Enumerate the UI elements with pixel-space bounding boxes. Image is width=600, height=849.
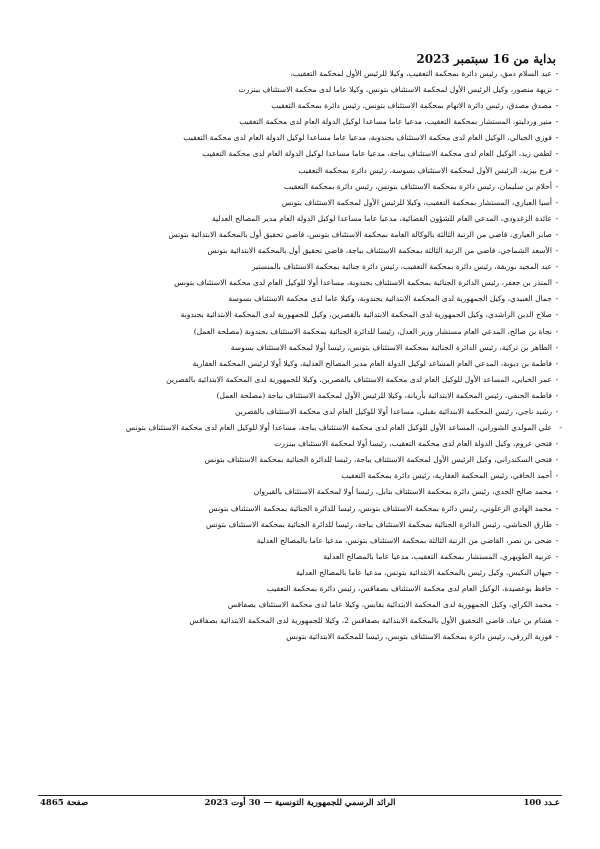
entry-text: محمد الهادي الزعلوني، رئيس دائرة بمحكمة الاستئناف بتونس، رئيسا للدائرة الجنائية بمحكمة الاستئناف بتونس [208, 503, 552, 513]
bullet-dash: - [555, 584, 559, 593]
list-item [38, 66, 562, 82]
list-item [38, 388, 562, 404]
entry-text: نجاة بن صالح، المدعي العام مستشار وزير العدل، رئيسا للدائرة الجنائية بمحكمة الاستئناف بجندوبة (مصلحة العمل) [193, 326, 552, 336]
entry-text: عبد المجيد بوريقة، رئيس دائرة بمحكمة التعقيب، رئيس دائرة جنائية بمحكمة الاستئناف بالمنستير [251, 262, 552, 272]
bullet-dash: - [555, 600, 559, 610]
list-item [38, 211, 562, 227]
list-item [38, 468, 562, 484]
list-item [38, 259, 562, 275]
entry-text: الطاهر بن تركية، رئيس الدائرة الجنائية بمحكمة الاستئناف بتونس، رئيسا أولا لمحكمة الاستئناف بسوسة [230, 342, 552, 352]
bullet-dash: - [555, 101, 559, 111]
entry-text: فاطمة الحنفي، رئيس المحكمة الابتدائية بأريانة، وكيلا للرئيس الأول لمحكمة الاستئناف بباجة (مصلحة العمل) [216, 390, 552, 400]
page-number: صفحة 4865 [40, 798, 89, 808]
list-item [38, 307, 562, 323]
entry-text: عائدة الزغدودي، المدعي العام للشؤون القضائية، مدعيا عاما مساعدا لوكيل الدولة العام مدير المصالح العدلية [211, 213, 552, 223]
entry-text: عمر الخبابي، المساعد الأول للوكيل العام لدى محكمة الاستئناف بالقصرين، وكيلا للجمهورية لدى المحكمة الابتدائية بالقصرين [166, 374, 552, 384]
list-item [38, 114, 562, 130]
bullet-dash: - [555, 632, 559, 642]
list-item [38, 291, 562, 307]
bullet-dash: - [555, 310, 559, 320]
entry-text: أحمد الحافي، رئيس المحكمة العقارية، رئيس دائرة بمحكمة التعقيب [341, 471, 552, 481]
bullet-dash: - [555, 69, 559, 78]
list-item [38, 613, 562, 629]
bullet-dash: - [555, 278, 559, 288]
list-item [38, 130, 562, 146]
bullet-dash: - [555, 374, 559, 384]
bullet-dash: - [555, 165, 559, 175]
gazette-title: الرائد الرسمي للجمهورية التونسية — 30 أوت 2023 [204, 798, 396, 808]
appointments-list [38, 66, 562, 645]
bullet-dash: - [555, 229, 559, 239]
bullet-dash: - [555, 406, 559, 416]
entry-text: محمد الكراي، وكيل الجمهورية لدى المحكمة الابتدائية بقابس، وكيلا عاما لدى محكمة الاستئناف بصفاقس [227, 600, 552, 610]
list-item [38, 629, 562, 645]
list-item [38, 517, 562, 533]
list-item [38, 581, 562, 597]
entry-text: فوزية الزرقي، رئيس دائرة بمحكمة الاستئناف بتونس، رئيسا للمحكمة الابتدائية بتونس [286, 632, 552, 642]
bullet-dash: - [555, 503, 559, 513]
list-item [38, 275, 562, 291]
entry-text: فتحي السكندراني، وكيل الرئيس الأول لمحكمة الاستئناف بباجة، رئيسا للدائرة الجنائية بمحكمة الاستئناف بتونس [204, 455, 552, 465]
entry-text: فرج بيزيد، الرئيس الأول لمحكمة الاستئناف بسوسة، رئيس دائرة بمحكمة التعقيب [298, 165, 552, 175]
bullet-dash: - [555, 616, 559, 626]
entry-text: لطفي زيد، الوكيل العام لدى محكمة الاستئناف بباجة، مدعيا عاما مساعدا لوكيل الدولة العام لدى محكمة التعقيب [202, 149, 552, 159]
list-item [38, 404, 562, 420]
bullet-dash: - [555, 390, 559, 400]
list-item [38, 420, 562, 436]
bullet-dash: - [555, 85, 559, 95]
bullet-dash: - [555, 181, 559, 191]
entry-text: منير وردليتو، المستشار بمحكمة التعقيب، مدعيا عاما مساعدا لوكيل الدولة العام لدى محكمة التعقيب [239, 117, 552, 127]
list-item [38, 243, 562, 259]
bullet-dash: - [555, 133, 559, 143]
list-item [38, 533, 562, 549]
bullet-dash: - [555, 535, 559, 545]
bullet-dash: - [555, 294, 559, 304]
list-item [38, 484, 562, 500]
bullet-dash: - [555, 455, 559, 465]
entry-text: ضحى بن نصر، القاضي من الرتبة الثالثة بمحكمة الاستئناف بتونس، مدعيا عاما بالمصالح العدلية [256, 535, 552, 545]
entry-text: الأسعد الشماخي، قاضي من الرتبة الثالثة بمحكمة الاستئناف بباجة، قاضي تحقيق أول بالمحكمة الابتدائية بتونس [207, 246, 552, 256]
list-item [38, 597, 562, 613]
section-heading: بداية من 16 سبتمبر 2023 [416, 52, 556, 66]
entry-text: صلاح الدين الراشدي، وكيل الجمهورية لدى المحكمة الابتدائية بالقصرين، وكيل للجمهورية لدى المحكمة الابتدائية بجندوبة [180, 310, 552, 320]
list-item [38, 163, 562, 179]
list-item [38, 436, 562, 452]
entry-text: جيهان النكيس، وكيل رئيس بالمحكمة الابتدائية بتونس، مدعيا عاما بالمصالح العدلية [295, 567, 552, 577]
list-item [38, 565, 562, 581]
entry-text: حافظ بوعصيدة، الوكيل العام لدى محكمة الاستئناف بصفاقس، رئيس دائرة بمحكمة التعقيب [266, 584, 552, 593]
bullet-dash: - [555, 197, 559, 207]
entry-text: محمد صالح الجدي، رئيس دائرة بمحكمة الاستئناف بنابل، رئيسا أولا لمحكمة الاستئناف بالقيروان [253, 487, 552, 497]
list-item [38, 82, 562, 98]
list-item [38, 501, 562, 517]
list-item [38, 195, 562, 211]
entry-text: رشيد ناجي، رئيس المحكمة الابتدائية بقبلي، مساعدا أولا للوكيل العام لدى محكمة الاستئناف بالقصرين [234, 406, 552, 416]
entry-text: عبد السلام دمق، رئيس دائرة بمحكمة التعقيب، وكيلا للرئيس الأول لمحكمة التعقيب، [290, 69, 552, 78]
footer-divider [38, 795, 562, 796]
bullet-dash: - [555, 326, 559, 336]
entry-text: أسيا العياري، المستشار بمحكمة التعقيب، وكيلا للرئيس الأول لمحكمة الاستئناف بتونس [281, 197, 552, 207]
bullet-dash: - [555, 149, 559, 159]
list-item [38, 452, 562, 468]
bullet-dash: - [555, 213, 559, 223]
entry-text: فوزي الجبالي، الوكيل العام لدى محكمة الاستئناف بجندوبة، مدعيا عاما مساعدا لوكيل الدولة العام لدى محكمة التعقيب [183, 133, 552, 143]
entry-text: علي المولدي الشورابي، المساعد الأول للوكيل العام لدى محكمة الاستئناف بباجة، مساعدا أولا للوكيل العام لدى محكمة الاستئناف بتونس [125, 423, 552, 433]
entry-text: صابر العياري، قاضي من الرتبة الثالثة بالوكالة العامة بمحكمة الاستئناف بتونس، قاضي تحقيق أول بالمحكمة الابتدائية بتونس [168, 229, 552, 239]
bullet-dash: - [555, 551, 559, 561]
bullet-dash: - [555, 246, 559, 256]
entry-text: عربية الطويهري، المستشار بمحكمة التعقيب، مدعيا عاما بالمصالح العدلية [323, 551, 552, 561]
bullet-dash: - [555, 567, 559, 577]
entry-text: مصدق مصدق، رئيس دائرة الاتهام بمحكمة الاستئناف بتونس، رئيس دائرة بمحكمة التعقيب [271, 101, 552, 111]
bullet-dash: - [555, 439, 559, 449]
bullet-dash: - [555, 262, 559, 272]
entry-text: جمال العبيدي، وكيل الجمهورية لدى المحكمة الابتدائية بجندوبة، وكيلا عاما لدى محكمة الاستئناف بسوسة [228, 294, 552, 304]
list-item [38, 179, 562, 195]
bullet-dash: - [555, 358, 559, 368]
entry-text: هشام بن عياد، قاضي التحقيق الأول بالمحكمة الابتدائية بصفاقس 2، وكيلا للجمهورية لدى المحكمة الابتدائية بصفاقس [189, 616, 552, 626]
entry-text: المنذر بن جعفر، رئيس الدائرة الجنائية بمحكمة الاستئناف بجندوبة، مساعدا أولا للوكيل العام لدى محكمة الاستئناف بتونس [174, 278, 552, 288]
list-item [38, 227, 562, 243]
list-item [38, 340, 562, 356]
bullet-dash: - [555, 519, 559, 529]
entry-text: طارق الحناشي، رئيس الدائرة الجنائية بمحكمة الاستئناف بباجة، رئيسا للدائرة الجنائية بمحكمة الاستئناف بتونس [205, 519, 552, 529]
list-item [38, 356, 562, 372]
entry-text: فتحي عروم، وكيل الدولة العام لدى محكمة التعقيب، رئيسا أولا لمحكمة الاستئناف ببنزرت [274, 439, 552, 449]
page-footer [40, 798, 560, 814]
list-item [38, 372, 562, 388]
list-item [38, 98, 562, 114]
bullet-dash: - [555, 487, 559, 497]
issue-number: عـدد 100 [523, 798, 560, 808]
bullet-dash: - [555, 471, 559, 481]
bullet-dash: - [555, 117, 559, 127]
bullet-dash: - [555, 342, 559, 352]
list-item [38, 146, 562, 162]
list-item [38, 324, 562, 340]
entry-text: نزيهة منصور، وكيل الرئيس الأول لمحكمة الاستئناف بتونس، وكيلا عاما لدى محكمة الاستئناف ببنزرت [238, 85, 552, 95]
list-item [38, 549, 562, 565]
entry-text: أحلام بن سليمان، رئيس دائرة بمحكمة الاستئناف بتونس، رئيس دائرة بمحكمة التعقيب [284, 181, 552, 191]
entry-text: فاطمة بن دبوبة، المدعي العام المساعد لوكيل الدولة العام مدير المصالح العدلية، وكيلا أولا لرئيس المحكمة العقارية [192, 358, 552, 368]
bullet-dash: - [559, 423, 562, 433]
